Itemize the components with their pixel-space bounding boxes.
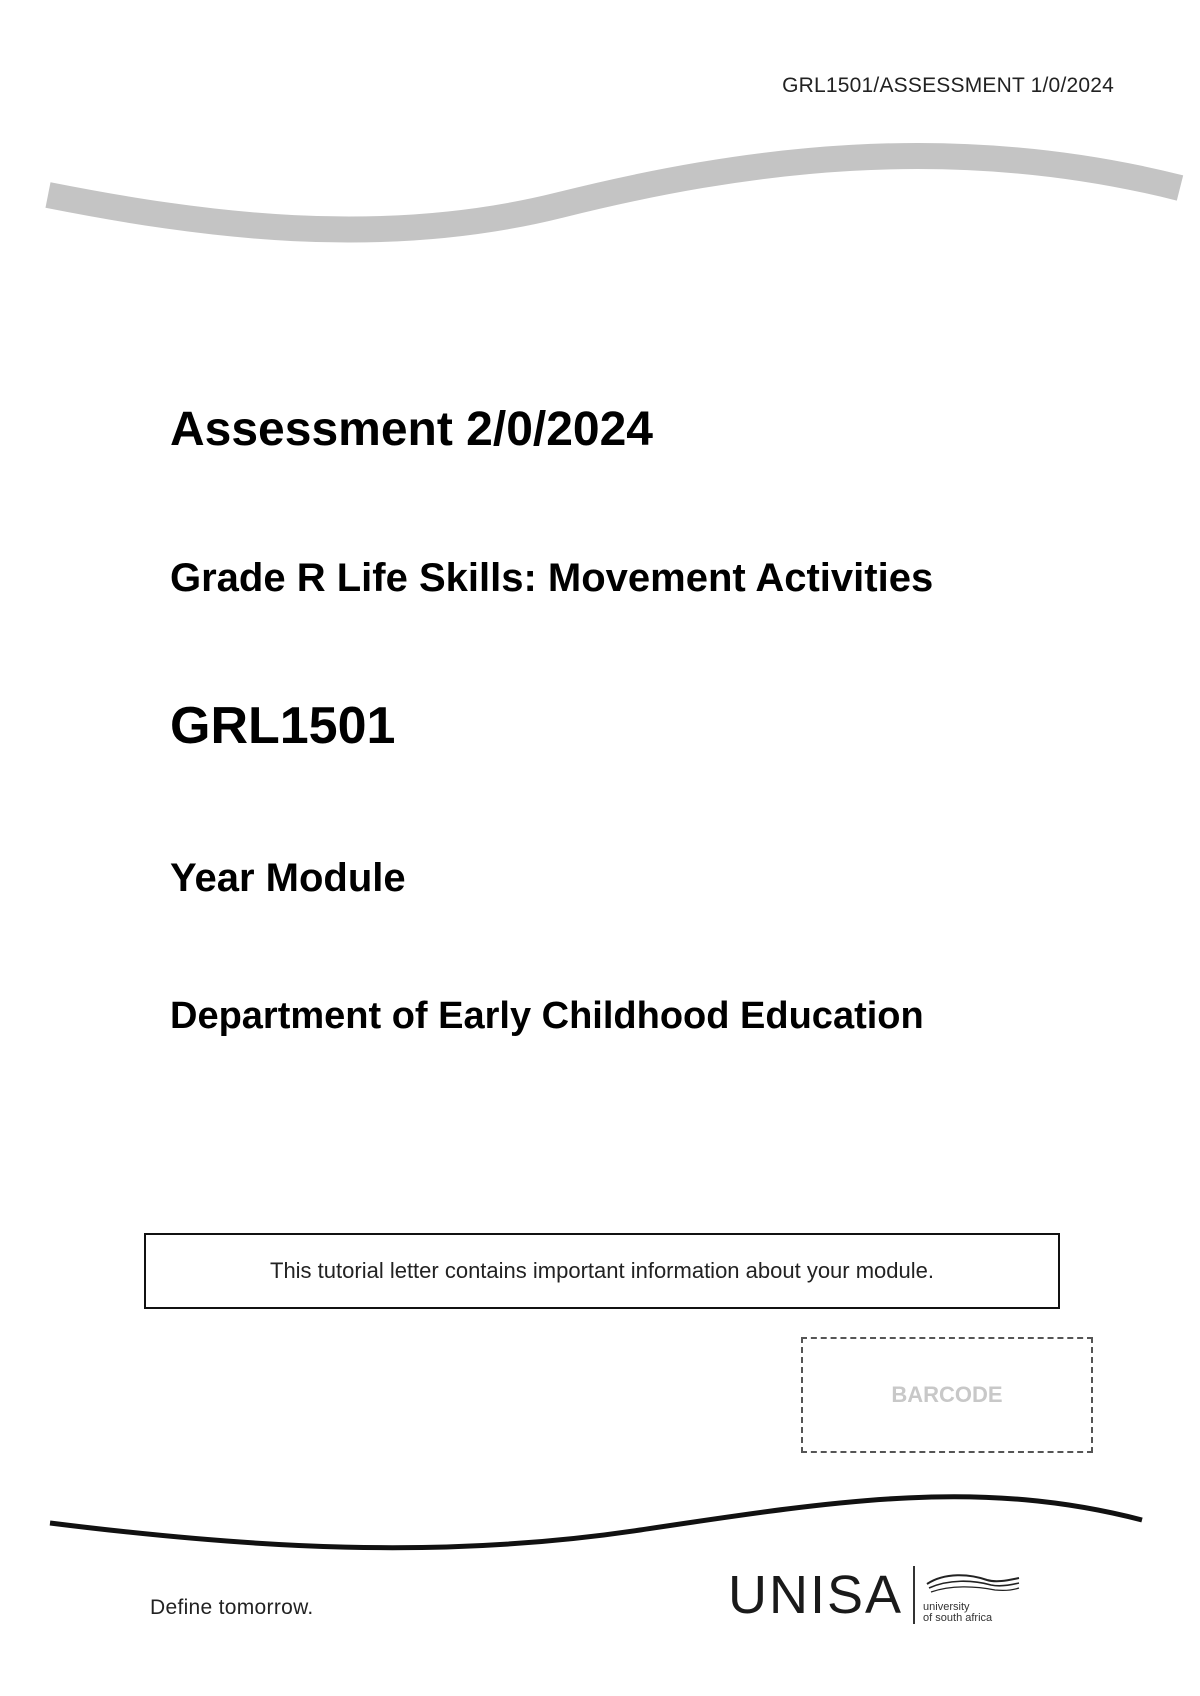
bottom-decorative-wave	[0, 1470, 1200, 1560]
slogan: Define tomorrow.	[150, 1596, 314, 1619]
logo-mark	[923, 1566, 1023, 1624]
logo-subtext-line1: university	[923, 1601, 970, 1613]
module-period: Year Module	[170, 856, 406, 900]
landscape-icon	[925, 1570, 1021, 1596]
notice-box	[144, 1233, 1060, 1309]
top-decorative-wave	[0, 130, 1200, 260]
logo-wordmark: UNISA	[728, 1565, 904, 1625]
notice-text: This tutorial letter contains important information about your module.	[270, 1258, 934, 1283]
barcode-label: BARCODE	[891, 1382, 1003, 1407]
assessment-title: Assessment 2/0/2024	[170, 403, 653, 456]
unisa-logo	[728, 1560, 1023, 1630]
barcode-placeholder	[801, 1337, 1093, 1453]
module-name: Grade R Life Skills: Movement Activities	[170, 556, 934, 600]
logo-divider	[913, 1566, 915, 1624]
logo-subtext-line2: of south africa	[923, 1612, 993, 1624]
department-name: Department of Early Childhood Education	[170, 995, 924, 1037]
document-code: GRL1501/ASSESSMENT 1/0/2024	[782, 74, 1114, 97]
module-code: GRL1501	[170, 697, 396, 755]
